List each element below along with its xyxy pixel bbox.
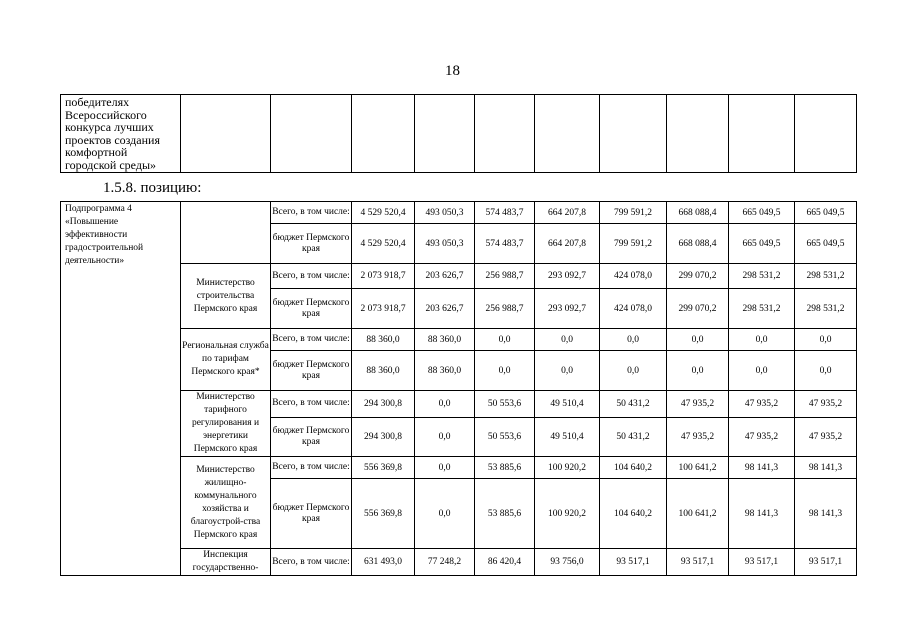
value-cell: 50 431,2: [600, 417, 667, 456]
responsible-cell: Региональная служба по тарифам Пермского края*: [181, 329, 271, 391]
value-cell: 93 756,0: [535, 549, 600, 576]
value-cell: 664 207,8: [535, 202, 600, 224]
line-label: бюджет Пермского края: [271, 417, 352, 456]
line-label: Всего, в том числе:: [271, 202, 352, 224]
line-label: бюджет Пермского края: [271, 289, 352, 329]
line-label: Всего, в том числе:: [271, 549, 352, 576]
value-cell: 88 360,0: [415, 351, 475, 391]
value-cell: 294 300,8: [352, 391, 415, 418]
previous-table-fragment: [60, 94, 857, 173]
table-row: [61, 329, 857, 351]
responsible-cell: Инспекция государственно-: [181, 549, 271, 576]
value-cell: 0,0: [729, 351, 795, 391]
value-cell: 665 049,5: [729, 224, 795, 264]
value-cell: 424 078,0: [600, 289, 667, 329]
line-label: бюджет Пермского края: [271, 479, 352, 549]
value-cell: 4 529 520,4: [352, 202, 415, 224]
table-row: [61, 391, 857, 418]
value-cell: 98 141,3: [795, 457, 857, 479]
value-cell: 88 360,0: [352, 329, 415, 351]
value-cell: 77 248,2: [415, 549, 475, 576]
table-row: [61, 264, 857, 289]
table-row: [61, 549, 857, 576]
value-cell: 47 935,2: [667, 391, 729, 418]
table-row: [61, 202, 857, 224]
value-cell: 0,0: [535, 351, 600, 391]
value-cell: 86 420,4: [475, 549, 535, 576]
value-cell: 50 431,2: [600, 391, 667, 418]
value-cell: 47 935,2: [795, 391, 857, 418]
value-cell: 574 483,7: [475, 224, 535, 264]
value-cell: 47 935,2: [729, 391, 795, 418]
value-cell: 53 885,6: [475, 479, 535, 549]
value-cell: 294 300,8: [352, 417, 415, 456]
value-cell: 0,0: [415, 479, 475, 549]
value-cell: 0,0: [729, 329, 795, 351]
previous-row-text: победителях Всероссийского конкурса лучших проектов создания комфортной городской среды»: [61, 95, 181, 173]
value-cell: 53 885,6: [475, 457, 535, 479]
value-cell: 88 360,0: [352, 351, 415, 391]
value-cell: 298 531,2: [729, 264, 795, 289]
value-cell: 47 935,2: [729, 417, 795, 456]
value-cell: 2 073 918,7: [352, 289, 415, 329]
value-cell: 47 935,2: [667, 417, 729, 456]
value-cell: 664 207,8: [535, 224, 600, 264]
responsible-cell: [181, 202, 271, 264]
value-cell: 493 050,3: [415, 202, 475, 224]
value-cell: 0,0: [600, 351, 667, 391]
value-cell: 0,0: [600, 329, 667, 351]
value-cell: 298 531,2: [729, 289, 795, 329]
value-cell: 4 529 520,4: [352, 224, 415, 264]
value-cell: 799 591,2: [600, 224, 667, 264]
value-cell: 256 988,7: [475, 264, 535, 289]
value-cell: 93 517,1: [667, 549, 729, 576]
value-cell: 47 935,2: [795, 417, 857, 456]
line-label: Всего, в том числе:: [271, 264, 352, 289]
responsible-cell: Министерство жилищно-коммунального хозяйства и благоустрой-ства Пермского края: [181, 457, 271, 549]
value-cell: 98 141,3: [729, 457, 795, 479]
line-label: Всего, в том числе:: [271, 329, 352, 351]
value-cell: 100 920,2: [535, 479, 600, 549]
value-cell: 665 049,5: [795, 224, 857, 264]
value-cell: 665 049,5: [729, 202, 795, 224]
value-cell: 49 510,4: [535, 417, 600, 456]
value-cell: 100 920,2: [535, 457, 600, 479]
value-cell: 298 531,2: [795, 264, 857, 289]
value-cell: 556 369,8: [352, 457, 415, 479]
value-cell: 104 640,2: [600, 479, 667, 549]
page-number: 18: [445, 63, 460, 79]
line-label: бюджет Пермского края: [271, 351, 352, 391]
value-cell: 574 483,7: [475, 202, 535, 224]
subprogram-cell: Подпрограмма 4 «Повышение эффективности градостроительной деятельности»: [61, 202, 181, 576]
value-cell: 668 088,4: [667, 202, 729, 224]
value-cell: 2 073 918,7: [352, 264, 415, 289]
table-row: [61, 457, 857, 479]
value-cell: 0,0: [535, 329, 600, 351]
value-cell: 203 626,7: [415, 289, 475, 329]
section-heading: 1.5.8. позицию:: [103, 180, 202, 196]
value-cell: 0,0: [415, 457, 475, 479]
value-cell: 100 641,2: [667, 479, 729, 549]
value-cell: 299 070,2: [667, 289, 729, 329]
value-cell: 424 078,0: [600, 264, 667, 289]
line-label: Всего, в том числе:: [271, 391, 352, 418]
budget-table: [60, 201, 857, 576]
value-cell: 556 369,8: [352, 479, 415, 549]
value-cell: 256 988,7: [475, 289, 535, 329]
line-label: бюджет Пермского края: [271, 224, 352, 264]
value-cell: 88 360,0: [415, 329, 475, 351]
value-cell: 0,0: [667, 329, 729, 351]
value-cell: 50 553,6: [475, 417, 535, 456]
value-cell: 493 050,3: [415, 224, 475, 264]
value-cell: 665 049,5: [795, 202, 857, 224]
value-cell: 100 641,2: [667, 457, 729, 479]
value-cell: 298 531,2: [795, 289, 857, 329]
line-label: Всего, в том числе:: [271, 457, 352, 479]
value-cell: 293 092,7: [535, 289, 600, 329]
value-cell: 93 517,1: [795, 549, 857, 576]
value-cell: 93 517,1: [600, 549, 667, 576]
value-cell: 293 092,7: [535, 264, 600, 289]
value-cell: 0,0: [795, 329, 857, 351]
value-cell: 104 640,2: [600, 457, 667, 479]
value-cell: 0,0: [415, 417, 475, 456]
value-cell: 0,0: [415, 391, 475, 418]
value-cell: 0,0: [667, 351, 729, 391]
value-cell: 0,0: [475, 351, 535, 391]
value-cell: 668 088,4: [667, 224, 729, 264]
value-cell: 203 626,7: [415, 264, 475, 289]
value-cell: 98 141,3: [729, 479, 795, 549]
value-cell: 799 591,2: [600, 202, 667, 224]
value-cell: 0,0: [475, 329, 535, 351]
value-cell: 50 553,6: [475, 391, 535, 418]
value-cell: 299 070,2: [667, 264, 729, 289]
responsible-cell: Министерство тарифного регулирования и энергетики Пермского края: [181, 391, 271, 457]
value-cell: 49 510,4: [535, 391, 600, 418]
value-cell: 93 517,1: [729, 549, 795, 576]
value-cell: 98 141,3: [795, 479, 857, 549]
responsible-cell: Министерство строительства Пермского края: [181, 264, 271, 329]
value-cell: 631 493,0: [352, 549, 415, 576]
value-cell: 0,0: [795, 351, 857, 391]
